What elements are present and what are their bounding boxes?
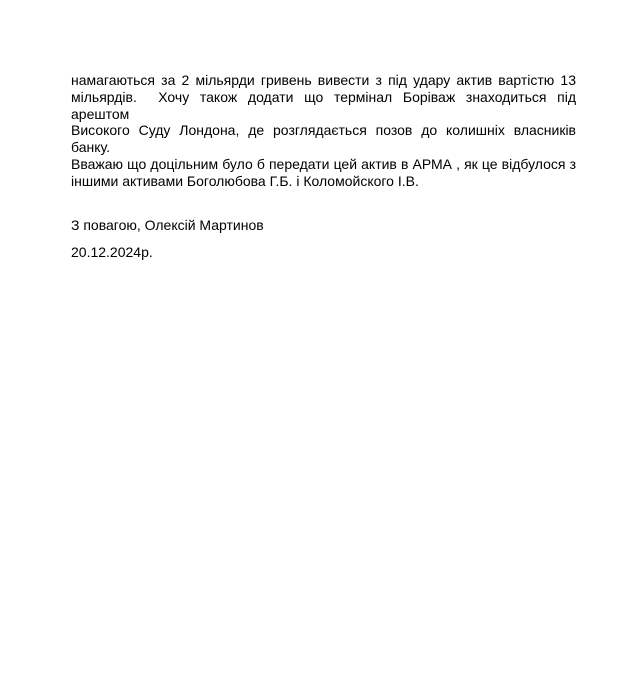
paragraph-line-4: Вважаю що доцільним було б передати цей актив в АРМА , як це відбулося з xyxy=(71,155,576,172)
paragraph-line-2: мільярдів. Хочу також додати що термінал Боріваж знаходиться під арештом xyxy=(71,88,580,122)
letter-paragraph xyxy=(71,72,580,190)
letter-body xyxy=(71,72,580,261)
date-line: 20.12.2024р. xyxy=(71,244,153,261)
signature-line: З повагою, Олексій Мартинов xyxy=(71,216,264,233)
paragraph-line-5: іншими активами Боголюбова Г.Б. і Коломойского І.В. xyxy=(71,172,419,189)
paragraph-line-1: намагаються за 2 мільярди гривень вивести з під удару актив вартістю 13 xyxy=(71,72,576,88)
paragraph-line-3: Високого Суду Лондона, де розглядається позов до колишніх власників банку. xyxy=(71,122,580,156)
